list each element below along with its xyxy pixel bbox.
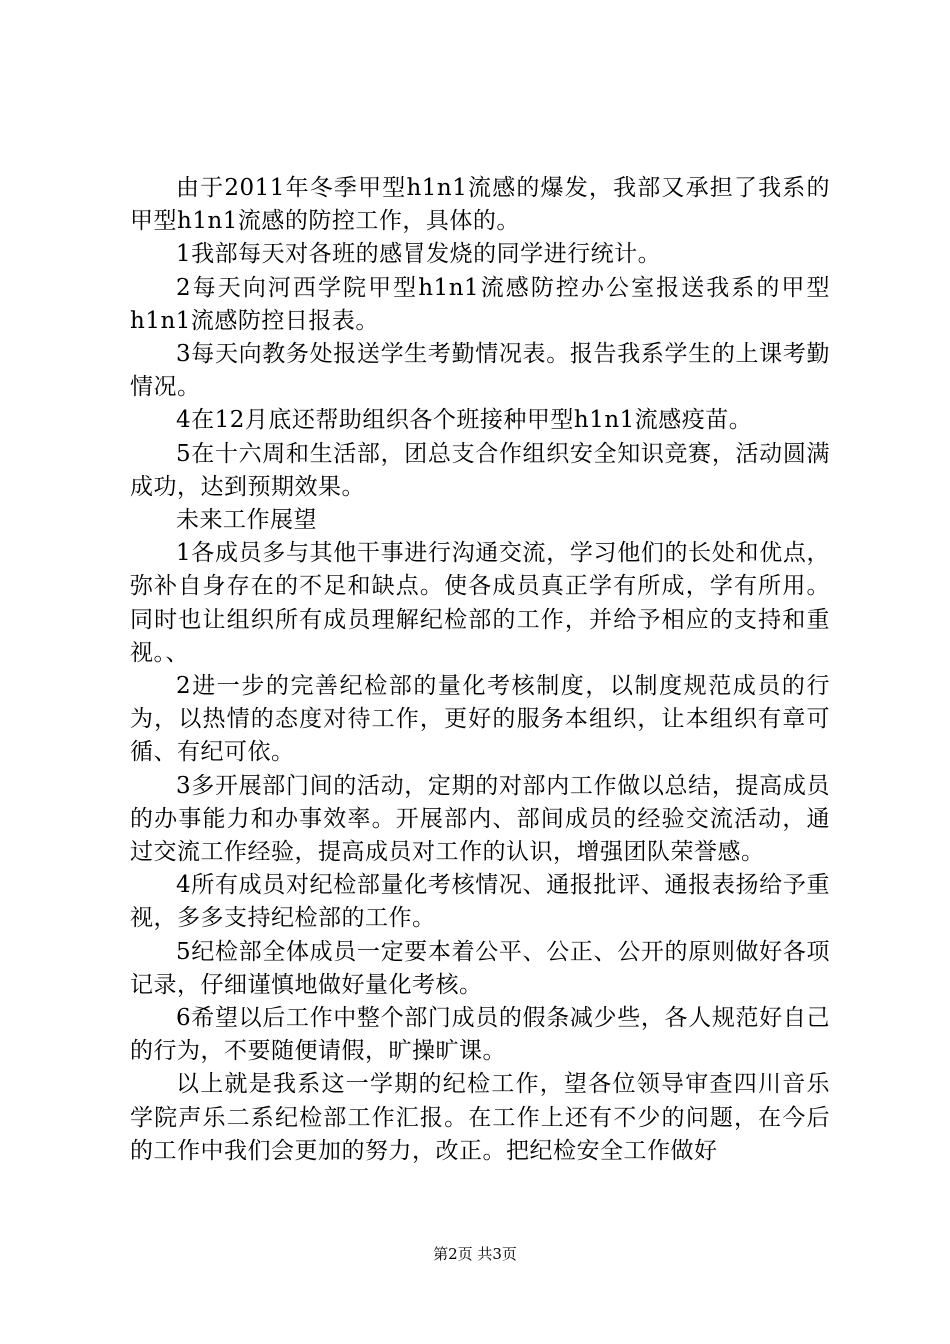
paragraph-outlook-2: 2进一步的完善纪检部的量化考核制度，以制度规范成员的行为，以热情的态度对待工作，更好的服务本组织，让本组织有章可循、有纪可依。 bbox=[130, 673, 830, 766]
paragraph-outlook-1: 1各成员多与其他干事进行沟通交流，学习他们的长处和优点，弥补自身存在的不足和缺点。使各成员真正学有所成，学有所用。同时也让组织所有成员理解纪检部的工作，并给予相应的支持和重视。、 bbox=[130, 540, 830, 666]
paragraph-item-3: 3每天向教务处报送学生考勤情况表。报告我系学生的上课考勤情况。 bbox=[130, 341, 830, 401]
paragraph-outlook-4: 4所有成员对纪检部量化考核情况、通报批评、通报表扬给予重视，多多支持纪检部的工作。 bbox=[130, 872, 830, 932]
document-body bbox=[130, 172, 830, 1168]
paragraph-item-2: 2每天向河西学院甲型h1n1流感防控办公室报送我系的甲型h1n1流感防控日报表。 bbox=[130, 274, 830, 334]
paragraph-item-5: 5在十六周和生活部，团总支合作组织安全知识竞赛，活动圆满成功，达到预期效果。 bbox=[130, 440, 830, 500]
page-number: 第2页 共3页 bbox=[433, 1245, 517, 1263]
paragraph-item-4: 4在12月底还帮助组织各个班接种甲型h1n1流感疫苗。 bbox=[176, 407, 753, 434]
paragraph-intro: 由于2011年冬季甲型h1n1流感的爆发，我部又承担了我系的甲型h1n1流感的防控工作，具体的。 bbox=[130, 175, 830, 235]
paragraph-conclusion: 以上就是我系这一学期的纪检工作，望各位领导审查四川音乐学院声乐二系纪检部工作汇报。在工作上还有不少的问题，在今后的工作中我们会更加的努力，改正。把纪检安全工作做好 bbox=[130, 1071, 830, 1164]
paragraph-item-1: 1我部每天对各班的感冒发烧的同学进行统计。 bbox=[176, 241, 662, 268]
paragraph-outlook-6: 6希望以后工作中整个部门成员的假条减少些，各人规范好自己的行为，不要随便请假，旷操旷课。 bbox=[130, 1005, 830, 1065]
paragraph-outlook-3: 3多开展部门间的活动，定期的对部内工作做以总结，提高成员的办事能力和办事效率。开展部内、部间成员的经验交流活动，通过交流工作经验，提高成员对工作的认识，增强团队荣誉感。 bbox=[130, 772, 830, 866]
paragraph-outlook-5: 5纪检部全体成员一定要本着公平、公正、公开的原则做好各项记录，仔细谨慎地做好量化考核。 bbox=[130, 938, 830, 998]
section-heading: 未来工作展望 bbox=[176, 507, 317, 534]
